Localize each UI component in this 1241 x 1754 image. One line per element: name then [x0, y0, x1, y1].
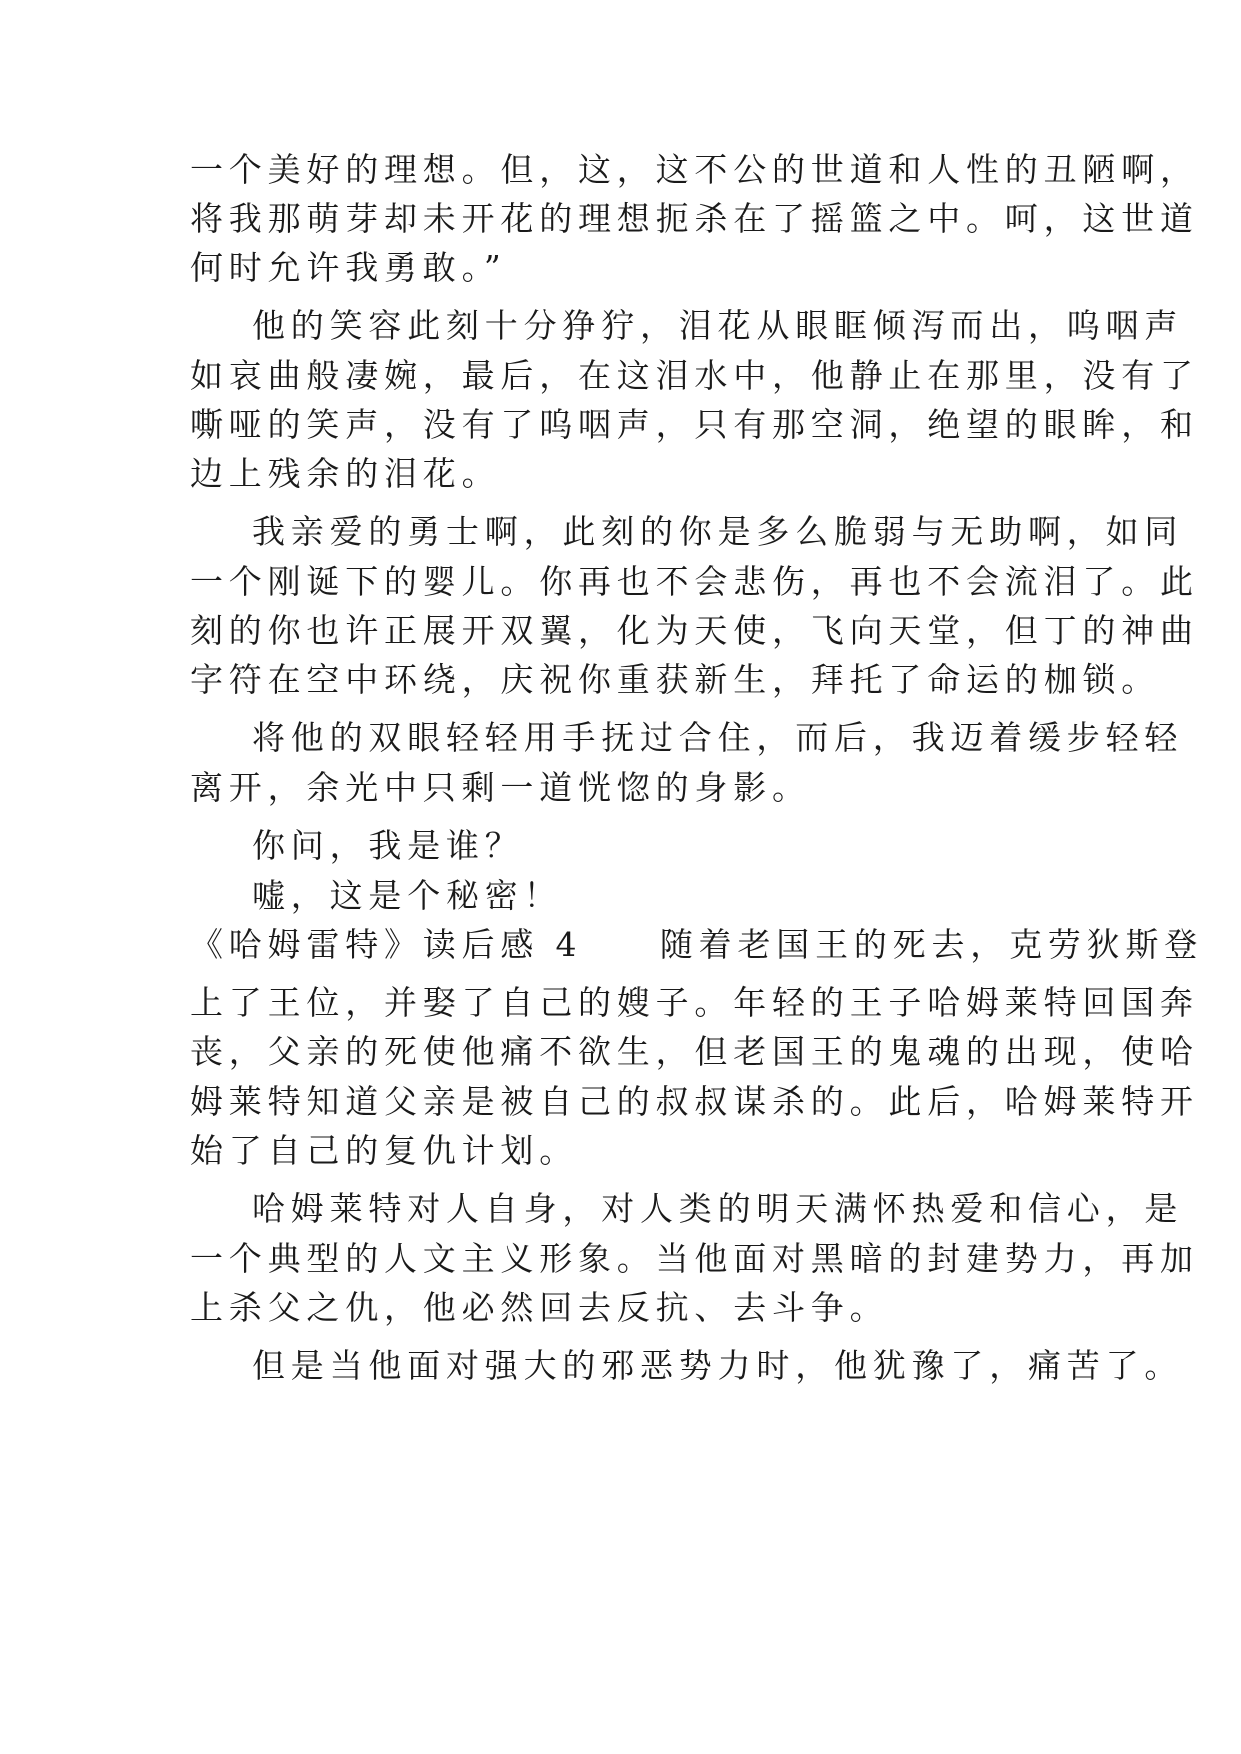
text-line: 字符在空中环绕，庆祝你重获新生，拜托了命运的枷锁。: [190, 660, 1160, 699]
paragraph-first-line: 嘘，这是个秘密！: [252, 876, 563, 915]
text-line: 何时允许我勇敢。”: [190, 248, 507, 287]
text-line: 刻的你也许正展开双翼，化为天使，飞向天堂，但丁的神曲: [190, 611, 1199, 650]
text-line: 一个典型的人文主义形象。当他面对黑暗的封建势力，再加: [190, 1239, 1199, 1278]
text-line: 一个刚诞下的婴儿。你再也不会悲伤，再也不会流泪了。此: [190, 562, 1199, 601]
text-line: 嘶哑的笑声，没有了呜咽声，只有那空洞，绝望的眼眸，和: [190, 405, 1199, 444]
text-line: 一个美好的理想。但，这，这不公的世道和人性的丑陋啊，: [190, 150, 1199, 189]
paragraph-first-line: 但是当他面对强大的邪恶势力时，他犹豫了，痛苦了。: [252, 1346, 1184, 1385]
text-line: 离开，余光中只剩一道恍惚的身影。: [190, 768, 811, 807]
paragraph-first-line: 哈姆莱特对人自身，对人类的明天满怀热爱和信心，是: [252, 1189, 1184, 1228]
text-line: 上了王位，并娶了自己的嫂子。年轻的王子哈姆莱特回国奔: [190, 983, 1199, 1022]
text-line: 始了自己的复仇计划。: [190, 1131, 578, 1170]
text-line: 上杀父之仇，他必然回去反抗、去斗争。: [190, 1288, 889, 1327]
section-heading-line: 《哈姆雷特》读后感 4 随着老国王的死去，克劳狄斯登: [190, 925, 1204, 964]
paragraph-first-line: 你问，我是谁？: [252, 826, 524, 865]
paragraph-first-line: 将他的双眼轻轻用手抚过合住，而后，我迈着缓步轻轻: [252, 718, 1184, 757]
paragraph-first-line: 我亲爱的勇士啊，此刻的你是多么脆弱与无助啊，如同: [252, 512, 1184, 551]
text-line: 如哀曲般凄婉，最后，在这泪水中，他静止在那里，没有了: [190, 356, 1199, 395]
text-line: 姆莱特知道父亲是被自己的叔叔谋杀的。此后，哈姆莱特开: [190, 1082, 1199, 1121]
text-line: 边上残余的泪花。: [190, 454, 501, 493]
paragraph-first-line: 他的笑容此刻十分狰狞，泪花从眼眶倾泻而出，呜咽声: [252, 306, 1184, 345]
text-line: 将我那萌芽却未开花的理想扼杀在了摇篮之中。呵，这世道: [190, 199, 1199, 238]
text-line: 丧，父亲的死使他痛不欲生，但老国王的鬼魂的出现，使哈: [190, 1032, 1199, 1071]
